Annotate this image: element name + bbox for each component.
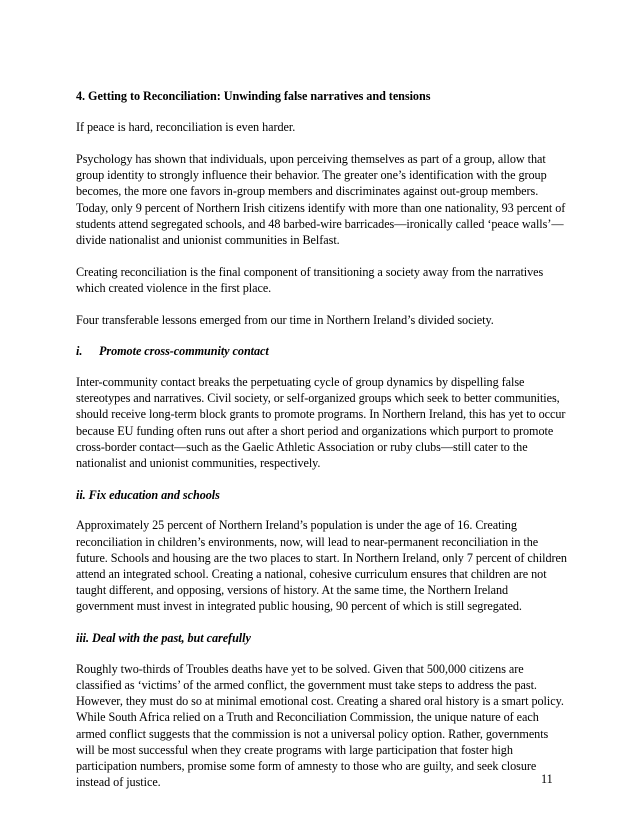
lesson-1-heading [76,343,568,359]
document-page [76,88,568,806]
page-number: 11 [541,772,553,786]
lesson-3-body: Roughly two-thirds of Troubles deaths have yet to be solved. Given that 500,000 citizens are classified as ‘victims’ of the armed conflict, the government must take steps to address the past. However, they must do so at minimal emotional cost. Creating a shared oral history is a smart policy. While South Africa relied on a Truth and Reconciliation Commission, the unique nature of each armed conflict suggests that the commission is not a universal policy option. Rather, governments will be most successful when they create programs with large participation that foster high participation numbers, promise some form of amnesty to those who are guilty, and seek closure instead of justice. [76,661,564,790]
paragraph-intro-3: Creating reconciliation is the final component of transitioning a society away from the narratives which created violence in the first place. [76,264,544,295]
lesson-1-body: Inter-community contact breaks the perpetuating cycle of group dynamics by dispelling false stereotypes and narratives. Civil society, or self-organized groups which seek to better communities, should receive long-term block grants to promote programs. In Northern Ireland, this has yet to occur because EU funding often runs out after a short period and organizations which purport to promote cross-border contact—such as the Gaelic Athletic Association or ruby clubs—still cater to the nationalist and unionist communities, respectively. [76,374,566,470]
lesson-2-body: Approximately 25 percent of Northern Ireland’s population is under the age of 16. Creating reconciliation in children’s environments, now, will lead to near-permanent reconciliation in the future. Schools and housing are the two places to start. In Northern Ireland, only 7 percent of children attend an integrated school. Creating a national, cohesive curriculum ensures that children are not taught different, and opposing, versions of history. At the same time, the Northern Ireland government must invest in integrated public housing, 90 percent of which is still segregated. [76,518,567,614]
paragraph-intro-2: Psychology has shown that individuals, upon perceiving themselves as part of a group, allow that group identity to strongly influence their behavior. The greater one’s identification with the group becomes, the more one favors in-group members and discriminates against out-group members. Today, only 9 percent of Northern Irish citizens identify with more than one nationality, 93 percent of students attend segregated schools, and 48 barbed-wire barricades—ironically called ‘peace walls’—divide nationalist and unionist communities in Belfast. [76,151,566,247]
lesson-1-title: Promote cross-community contact [99,344,269,359]
paragraph-intro-4: Four transferable lessons emerged from our time in Northern Ireland’s divided society. [76,312,494,327]
lesson-1-number: i. [76,344,83,359]
lesson-2-heading: ii. Fix education and schools [76,487,220,502]
lesson-3-heading: iii. Deal with the past, but carefully [76,631,251,646]
paragraph-intro-1: If peace is hard, reconciliation is even harder. [76,120,296,135]
section-heading: 4. Getting to Reconciliation: Unwinding false narratives and tensions [76,89,431,103]
